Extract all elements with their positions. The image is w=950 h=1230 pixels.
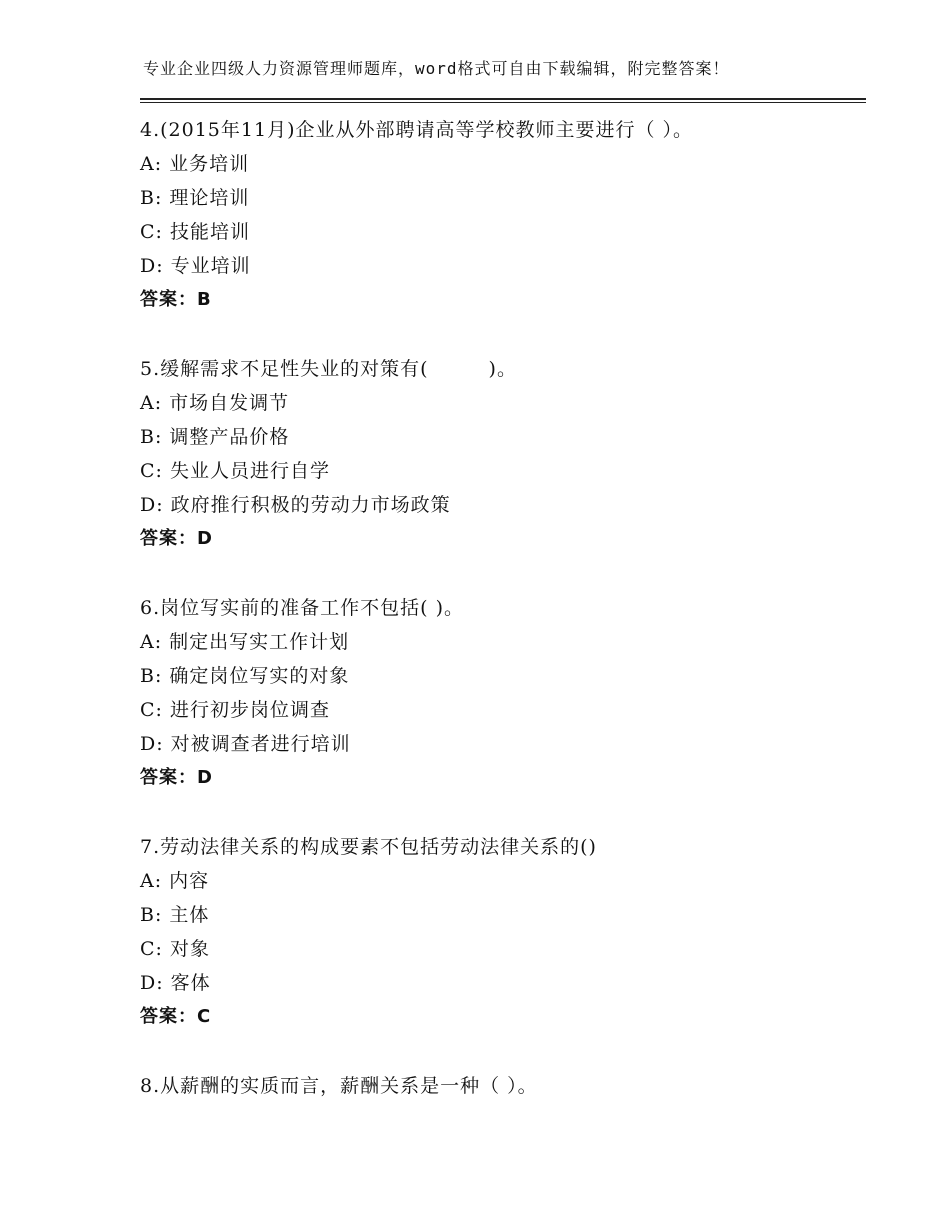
option-c: C: 技能培训 [140,221,250,243]
question-7 [140,830,870,1034]
option-b: B: 确定岗位写实的对象 [140,665,350,687]
question-stem: 7.劳动法律关系的构成要素不包括劳动法律关系的() [140,836,597,858]
question-5 [140,352,870,556]
option-d: D: 客体 [140,972,211,994]
question-8 [140,1069,870,1103]
header-rule-thick [140,98,866,100]
question-6 [140,591,870,795]
header-rule-thin [140,102,866,103]
option-c: C: 对象 [140,938,210,960]
question-stem: 5.缓解需求不足性失业的对策有( )。 [140,358,517,380]
option-b: B: 调整产品价格 [140,426,290,448]
document-header: 专业企业四级人力资源管理师题库，word格式可自由下载编辑，附完整答案！ [143,59,730,78]
option-a: A: 制定出写实工作计划 [140,631,350,653]
answer: 答案：D [140,767,213,788]
question-stem: 4.(2015年11月)企业从外部聘请高等学校教师主要进行（ ）。 [140,119,694,141]
answer: 答案：C [140,1006,212,1027]
answer: 答案：D [140,528,213,549]
option-d: D: 专业培训 [140,255,251,277]
option-d: D: 政府推行积极的劳动力市场政策 [140,494,451,516]
option-b: B: 理论培训 [140,187,250,209]
option-b: B: 主体 [140,904,210,926]
option-c: C: 失业人员进行自学 [140,460,330,482]
option-a: A: 内容 [140,870,210,892]
question-stem: 6.岗位写实前的准备工作不包括( )。 [140,597,464,619]
question-stem: 8.从薪酬的实质而言，薪酬关系是一种（ ）。 [140,1075,538,1097]
option-d: D: 对被调查者进行培训 [140,733,351,755]
option-a: A: 业务培训 [140,153,250,175]
question-4 [140,113,870,317]
option-c: C: 进行初步岗位调查 [140,699,330,721]
option-a: A: 市场自发调节 [140,392,290,414]
answer: 答案：B [140,289,212,310]
